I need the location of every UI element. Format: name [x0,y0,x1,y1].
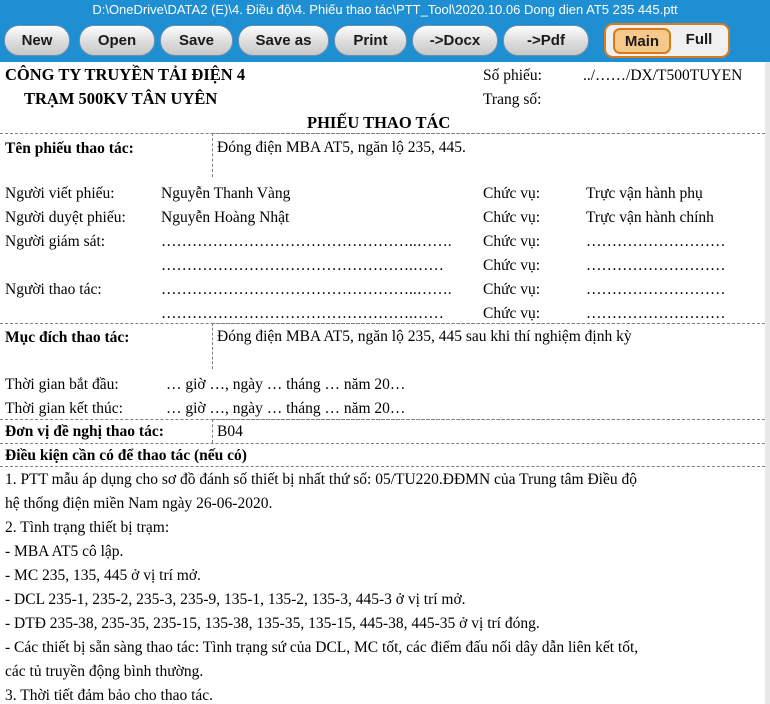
so-phieu-value[interactable]: ../……/DX/T500TUYEN [583,67,743,84]
supervisor-name-1[interactable]: …………………………………………..……. [161,233,452,250]
condition-line: - Các thiết bị sẵn sàng thao tác: Tình trạng sứ của DCL, MC tốt, các điểm đấu nối dây dẫn liên kết tốt, [5,639,639,656]
supervisor-role-1[interactable]: ……………………… [586,233,726,250]
toolbar [0,20,770,62]
approver-role-label: Chức vụ: [483,209,541,226]
divider [0,443,765,444]
operator-name-2[interactable]: ………………………………………….…… [161,305,444,322]
end-time-value[interactable]: … giờ …, ngày … tháng … năm 20… [166,400,406,417]
writer-name[interactable]: Nguyễn Thanh Vàng [161,185,291,202]
approver-label: Người duyệt phiếu: [5,209,126,226]
condition-line: - DCL 235-1, 235-2, 235-3, 235-9, 135-1, 135-2, 135-3, 445-3 ở vị trí mở. [5,591,466,608]
company-name: CÔNG TY TRUYỀN TẢI ĐIỆN 4 [5,65,246,84]
start-time-value[interactable]: … giờ …, ngày … tháng … năm 20… [166,376,406,393]
supervisor-role-label-1: Chức vụ: [483,233,541,250]
condition-line: hệ thống điện miền Nam ngày 26-06-2020. [5,495,273,512]
supervisor-role-2[interactable]: ……………………… [586,257,726,274]
muc-dich-label: Mục đích thao tác: [5,329,130,346]
divider [0,466,765,467]
ten-phieu-value: Đóng điện MBA AT5, ngăn lộ 235, 445. [217,139,466,156]
operator-role-2[interactable]: ……………………… [586,305,726,322]
end-time-label: Thời gian kết thúc: [5,400,123,417]
ten-phieu-label: Tên phiếu thao tác: [5,140,134,157]
writer-label: Người viết phiếu: [5,185,115,202]
open-button[interactable]: Open [79,25,155,56]
supervisor-name-2[interactable]: ………………………………………….…… [161,257,444,274]
vertical-scrollbar[interactable] [765,62,770,704]
operator-role-label-1: Chức vụ: [483,281,541,298]
condition-line: 1. PTT mẫu áp dụng cho sơ đồ đánh số thiết bị nhất thứ số: 05/TU220.ĐĐMN của Trung tâm Điều độ [5,471,637,488]
so-phieu-label: Số phiếu: [483,67,542,84]
window-title: D:\OneDrive\DATA2 (E)\4. Điều độ\4. Phiếu thao tác\PTT_Tool\2020.10.06 Dong dien AT5 235 445.ptt [0,0,770,20]
writer-role[interactable]: Trực vận hành phụ [586,185,703,202]
supervisor-label: Người giám sát: [5,233,106,250]
condition-line: - MC 235, 135, 445 ở vị trí mở. [5,567,201,584]
unit-label: Đơn vị đề nghị thao tác: [5,423,164,440]
start-time-label: Thời gian bắt đầu: [5,376,119,393]
condition-line: 3. Thời tiết đảm bảo cho thao tác. [5,687,214,704]
condition-line: 2. Tình trạng thiết bị trạm: [5,519,170,536]
muc-dich-value: Đóng điện MBA AT5, ngăn lộ 235, 445 sau khi thí nghiệm định kỳ [217,328,632,345]
new-button[interactable]: New [4,25,70,56]
full-mode-button[interactable]: Full [685,31,713,48]
condition-line: - DTĐ 235-38, 235-35, 235-15, 135-38, 135-35, 135-15, 445-38, 445-35 ở vị trí đóng. [5,615,540,632]
view-mode-toggle [604,23,730,58]
operator-label: Người thao tác: [5,281,102,298]
save-as-button[interactable]: Save as [238,25,329,56]
unit-field[interactable] [212,419,765,443]
station-name: TRẠM 500KV TÂN UYÊN [24,89,218,108]
writer-role-label: Chức vụ: [483,185,541,202]
trang-so-label: Trang số: [483,91,542,108]
print-button[interactable]: Print [334,25,407,56]
form-title: PHIẾU THAO TÁC [307,113,451,132]
export-docx-button[interactable]: ->Docx [412,25,498,56]
conditions-label: Điều kiện cần có để thao tác (nếu có) [5,447,247,464]
export-pdf-button[interactable]: ->Pdf [503,25,589,56]
approver-role[interactable]: Trực vận hành chính [586,209,714,226]
condition-line: các tủ truyền động bình thường. [5,663,204,680]
condition-line: - MBA AT5 cô lập. [5,543,124,560]
approver-name[interactable]: Nguyễn Hoàng Nhật [161,209,290,226]
operator-name-1[interactable]: …………………………………………..……. [161,281,452,298]
operator-role-1[interactable]: ……………………… [586,281,726,298]
operator-role-label-2: Chức vụ: [483,305,541,322]
save-button[interactable]: Save [160,25,233,56]
unit-value: B04 [217,423,243,440]
main-mode-button[interactable]: Main [613,28,671,54]
supervisor-role-label-2: Chức vụ: [483,257,541,274]
